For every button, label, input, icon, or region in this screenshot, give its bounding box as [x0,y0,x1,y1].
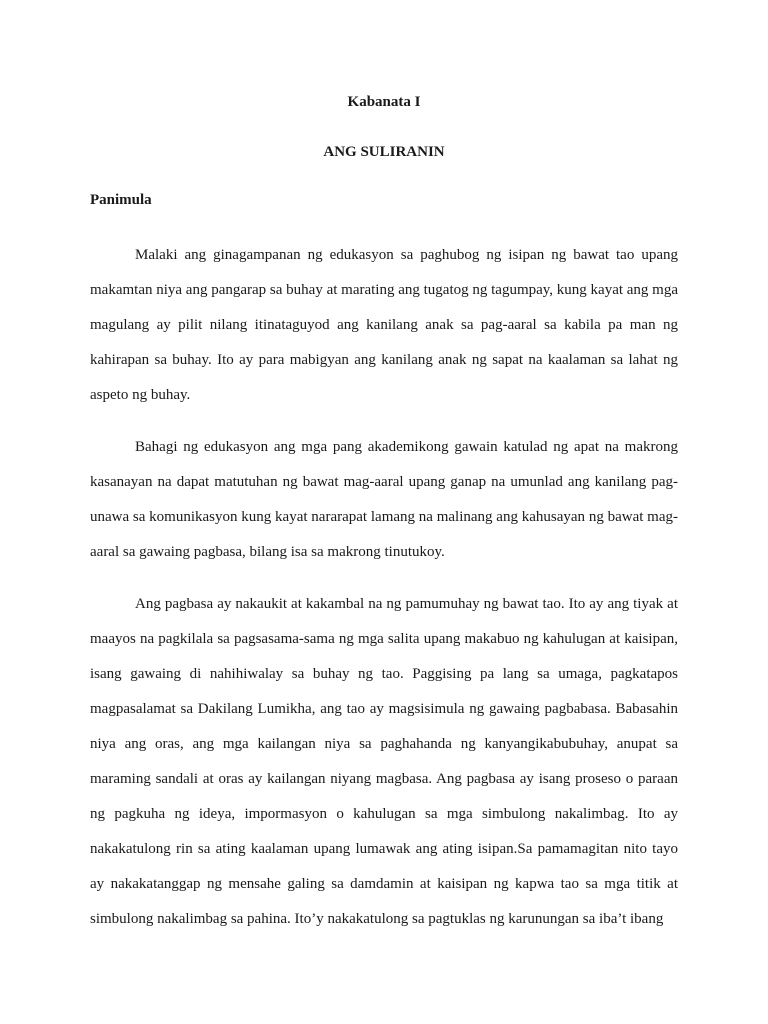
paragraph-1: Malaki ang ginagampanan ng edukasyon sa paghubog ng isipan ng bawat tao upang makamtan niya ang pangarap sa buhay at marating ang tugatog ng tagumpay, kung kayat ang mga magulang ay pilit nilang itinataguyod ang kanilang anak sa pag-aaral sa kabila pa man ng kahirapan sa buhay. Ito ay para mabigyan ang kanilang anak ng sapat na kaalaman sa lahat ng aspeto ng buhay. [90,247,679,403]
section-heading: Panimula [90,192,152,208]
paragraph-2: Bahagi ng edukasyon ang mga pang akademikong gawain katulad ng apat na makrong kasanayan na dapat matutuhan ng bawat mag-aaral upang ganap na umunlad ang kanilang pag-unawa sa komunikasyon kung kayat nararapat lamang na malinang ang kahusayan ng bawat mag-aaral sa gawaing pagbasa, bilang isa sa makrong tinutukoy. [90,439,678,560]
paragraph-3: Ang pagbasa ay nakaukit at kakambal na ng pamumuhay ng bawat tao. Ito ay ang tiyak at maayos na pagkilala sa pagsasama-sama ng mga salita upang makabuo ng kahulugan at kaisipan, isang gawaing di nahihiwalay sa buhay ng tao. Paggising pa lang sa umaga, pagkatapos magpasalamat sa Dakilang Lumikha, ang tao ay magsisimula ng gawaing pagbabasa. Babasahin niya ang oras, ang mga kailangan niya sa paghahanda ng kanyangikabubuhay, anupat sa maraming sandali at oras ay kailangan niyang magbasa. Ang pagbasa ay isang proseso o paraan ng pagkuha ng ideya, impormasyon o kahulugan sa mga simbulong nakalimbag. Ito ay nakakatulong rin sa ating kaalaman upang lumawak ang ating isipan.Sa pamamagitan nito tayo ay nakakatanggap ng mensahe galing sa damdamin at kaisipan ng kapwa tao sa mga titik at simbulong nakalimbag sa pahina. Ito’y nakakatulong sa pagtuklas ng karunungan sa iba’t ibang [90,596,678,927]
body-text [90,238,678,954]
chapter-heading: Kabanata I [347,94,421,110]
chapter-title: ANG SULIRANIN [323,144,445,160]
